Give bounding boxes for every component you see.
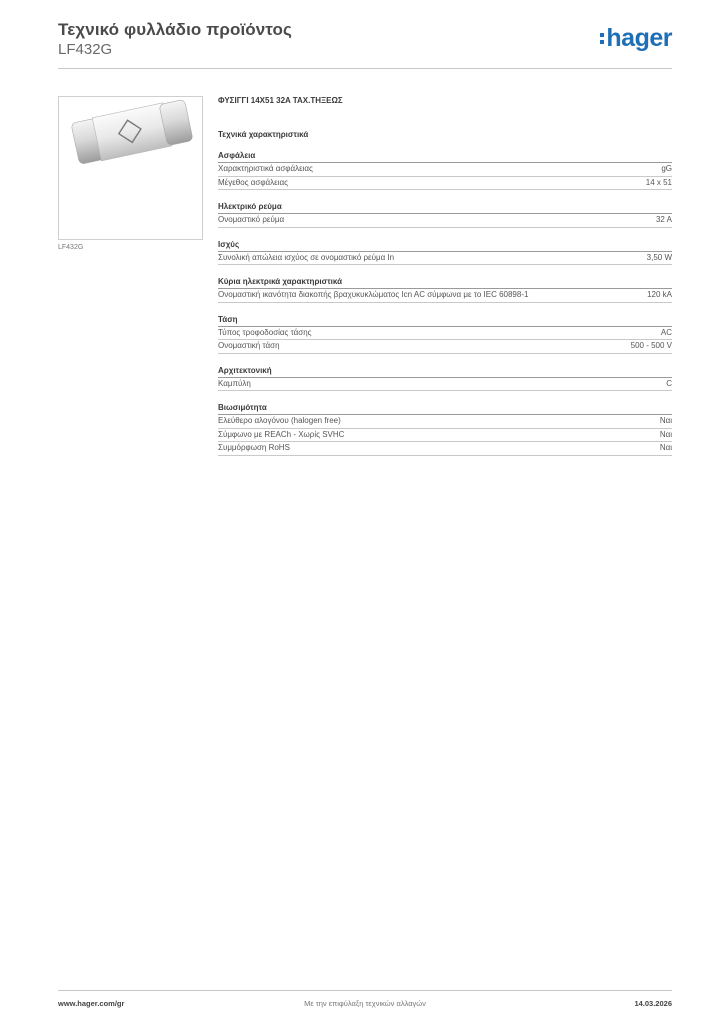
spec-row — [218, 163, 672, 177]
spec-value: Ναι — [659, 429, 672, 439]
section-title: Βιωσιμότητα — [218, 403, 672, 415]
section-title: Ηλεκτρικό ρεύμα — [218, 202, 672, 214]
spec-value: 32 A — [655, 215, 672, 224]
spec-value: gG — [661, 164, 672, 173]
footer-notice: Με την επιφύλαξη τεχνικών αλλαγών — [304, 999, 426, 1008]
spec-row — [218, 378, 672, 392]
spec-label: Συμμόρφωση RoHS — [218, 443, 290, 452]
spec-value: Ναι — [659, 416, 672, 425]
spec-label: Τύπος τροφοδοσίας τάσης — [218, 327, 312, 337]
spec-label: Συνολική απώλεια ισχύος σε ονομαστικό ρεύμα In — [218, 252, 395, 262]
spec-row — [218, 252, 672, 266]
section-power — [218, 240, 672, 266]
page-header — [58, 20, 672, 70]
spec-value: AC — [660, 327, 672, 337]
product-code: LF432G — [58, 41, 113, 58]
spec-row — [218, 289, 672, 303]
spec-value: 500 - 500 V — [630, 341, 672, 350]
section-title: Ασφάλεια — [218, 151, 672, 163]
logo-dots-icon — [600, 33, 604, 44]
hager-logo — [600, 26, 672, 51]
section-title: Αρχιτεκτονική — [218, 366, 672, 378]
header-divider — [58, 68, 672, 69]
section-title: Ισχύς — [218, 240, 672, 252]
spec-label: Χαρακτηριστικά ασφάλειας — [218, 164, 313, 173]
footer-date: 14.03.2026 — [634, 999, 672, 1008]
section-title: Τάση — [218, 315, 672, 327]
section-architecture — [218, 366, 672, 392]
product-image — [58, 96, 203, 240]
section-current — [218, 202, 672, 228]
spec-row — [218, 177, 672, 191]
spec-label: Ονομαστική ικανότητα διακοπής βραχυκυκλώματος Icn AC σύμφωνα με το IEC 60898-1 — [218, 290, 529, 299]
spec-content — [218, 96, 672, 456]
section-title: Κύρια ηλεκτρικά χαρακτηριστικά — [218, 277, 672, 289]
spec-label: Ελεύθερο αλογόνου (halogen free) — [218, 416, 341, 425]
spec-label: Μέγεθος ασφάλειας — [218, 177, 288, 187]
image-caption: LF432G — [58, 244, 84, 251]
spec-label: Ονομαστική τάση — [218, 341, 280, 350]
section-fuse — [218, 151, 672, 190]
spec-value: C — [666, 378, 672, 388]
spec-row — [218, 214, 672, 228]
spec-value: Ναι — [659, 443, 672, 452]
spec-row — [218, 340, 672, 354]
spec-label: Σύμφωνο με REACh - Χωρίς SVHC — [218, 429, 345, 439]
page-title: Τεχνικό φυλλάδιο προϊόντος — [58, 20, 292, 39]
fuse-cartridge-icon — [59, 97, 202, 239]
spec-value: 14 x 51 — [645, 177, 672, 187]
section-voltage — [218, 315, 672, 354]
product-description: ΦΥΣΙΓΓΙ 14X51 32A ΤΑΧ.ΤΗΞΕΩΣ — [218, 96, 343, 105]
page-footer — [58, 999, 672, 1011]
footer-divider — [58, 990, 672, 991]
section-electrical — [218, 277, 672, 303]
spec-row — [218, 415, 672, 429]
tech-characteristics-title: Τεχνικά χαρακτηριστικά — [218, 130, 309, 139]
logo-text: hager — [606, 24, 672, 52]
spec-row — [218, 327, 672, 341]
spec-row — [218, 429, 672, 443]
spec-label: Ονομαστικό ρεύμα — [218, 215, 285, 224]
section-sustainability — [218, 403, 672, 456]
spec-label: Καμπύλη — [218, 378, 251, 388]
footer-website-link[interactable]: www.hager.com/gr — [58, 999, 125, 1008]
spec-row — [218, 442, 672, 456]
spec-value: 3,50 W — [646, 252, 672, 262]
spec-value: 120 kA — [647, 290, 672, 299]
